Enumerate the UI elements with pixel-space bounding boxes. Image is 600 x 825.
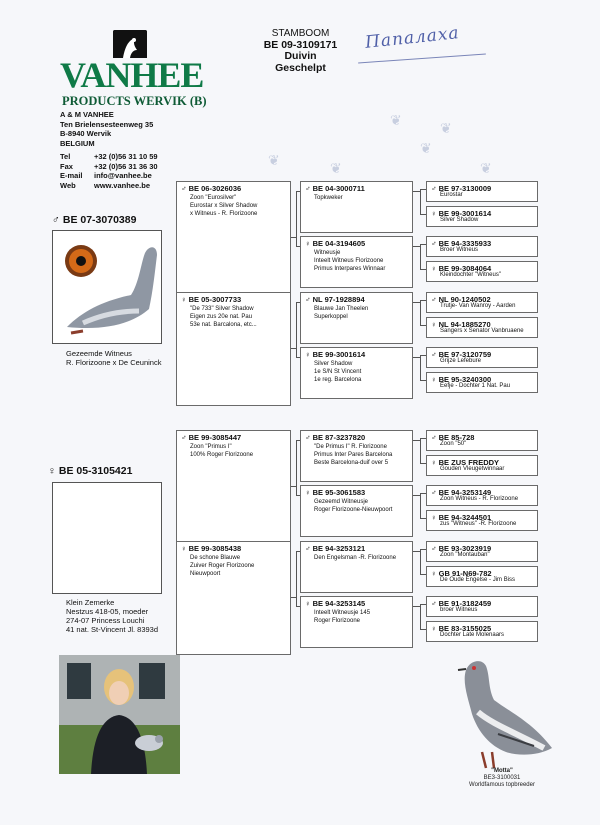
pedigree-ring-number: ♂ BE 04-3000711 [305,184,365,193]
pedigree-great-grandparent-box [426,566,538,587]
pedigree-ring-number: ♂ BE 97-3120759 [431,350,492,359]
pedigree-ring-number: ♂ BE 94-3335933 [431,239,492,248]
male-icon: ♂ [305,544,311,553]
pedigree-ring-number: ♀ BE ZUS FREDDY [431,458,500,467]
pedigree-ring-number: ♀ BE 94-3253145 [305,599,366,608]
pedigree-note: Roger Florizoone [314,618,361,624]
pedigree-great-grandparent-box [426,347,538,368]
pedigree-great-grandparent-box [426,372,538,393]
female-icon: ♀ [48,465,56,477]
dam-caption: Klein Zemerke Nestzus 418-05, moeder 274-07 Princess Louchi 41 nat. St-Vincent Jl. 8393d [66,598,159,634]
female-icon: ♀ [181,295,187,304]
pedigree-note: zus "Witneus" -R. Florizoone [440,521,517,527]
sire-caption: Gezeemde Witneus R. Florizoone x De Ceuninck [66,349,162,367]
pedigree-great-grandparent-box [426,510,538,531]
tree-connector [420,463,426,464]
pedigree-note: Gouden Vleugetwinnaar [440,466,505,472]
company-address: A & M VANHEE Ten Brielensesteenweg 35 B-8940 Wervik BELGIUM [60,110,154,148]
pedigree-note: Kleindochter "Witneus" [440,272,501,278]
pedigree-ring-number: ♀ BE 83-3155025 [431,624,492,633]
female-icon: ♀ [305,599,311,608]
pedigree-note: Eefje - Dochter 1 Nat. Pau [440,383,511,389]
female-icon: ♀ [431,624,437,633]
pedigree-ring-number: ♀ BE 99-3084064 [431,264,492,273]
pedigree-note: Grijze Lefebure [440,358,482,364]
tree-connector [420,380,426,381]
tree-connector [420,244,426,245]
pedigree-note: 100% Roger Florizoone [190,452,254,458]
tree-connector [296,440,300,441]
document-title: STAMBOOM BE 09-3109171 Duivin Geschelpt [263,28,338,74]
male-icon: ♂ [305,433,311,442]
pedigree-ring-number: ♂ BE 99-3085447 [181,433,242,442]
female-icon: ♀ [305,350,311,359]
pedigree-ring-number: ♂ NL 97-1928894 [305,295,365,304]
pedigree-great-grandparent-box [426,596,538,617]
pedigree-note: x Witneus - R. Florizoone [190,211,258,217]
pedigree-great-grandparent-box [426,541,538,562]
pedigree-ring-number: ♂ BE 91-3182459 [431,599,492,608]
pedigree-note: Zoon "Montauban" [440,552,490,558]
handwritten-underline [358,54,486,64]
female-icon: ♀ [431,458,437,467]
pedigree-note: Eurostar [440,192,463,198]
pedigree-note: Eurostar x Silver Shadow [190,203,258,209]
pedigree-great-grandparent-box [426,621,538,642]
tree-connector [420,300,426,301]
tree-connector [296,551,297,607]
tree-connector [420,300,421,326]
pedigree-parent-box [176,292,291,406]
tree-connector [420,518,426,519]
tree-connector [420,355,426,356]
male-icon: ♂ [431,488,437,497]
pedigree-grandparent-box [300,485,413,537]
pedigree-ring-number: ♂ BE 85-728 [431,433,475,442]
tree-connector [296,191,300,192]
pedigree-note: Broer Witneus [440,247,479,253]
tree-connector [420,244,421,270]
tree-connector [413,440,420,441]
pedigree-great-grandparent-box [426,430,538,451]
pedigree-great-grandparent-box [426,455,538,476]
pedigree-ring-number: ♀ BE 04-3194605 [305,239,366,248]
pedigree-note: Beste Barcelona-duif over 5 [314,460,389,466]
tree-connector [420,493,421,519]
pedigree-ring-number: ♀ BE 99-3001614 [305,350,366,359]
pedigree-note: Zuiver Roger Florizoone [190,563,255,569]
pedigree-ring-number: ♂ BE 94-3253149 [431,488,492,497]
logo-wordmark: VANHEE [60,55,204,95]
pedigree-grandparent-box [300,541,413,593]
pedigree-grandparent-box [300,292,413,344]
pedigree-note: Zoon "Eurosilver" [190,195,237,201]
pedigree-note: Primus Interpares Winnaar [314,266,386,272]
female-icon: ♀ [305,488,311,497]
female-icon: ♀ [431,513,437,522]
pedigree-note: De schone Blauwe [190,555,241,561]
pedigree-note: "De Primus I" R. Florizoone [314,444,387,450]
pedigree-ring-number: ♂ NL 90-1240502 [431,295,491,304]
female-icon: ♀ [431,264,437,273]
dam-photo-placeholder [52,482,162,594]
pedigree-great-grandparent-box [426,261,538,282]
pedigree-ring-number: ♀ BE 99-3085438 [181,544,242,553]
tree-connector [420,189,421,215]
pedigree-note: Zoon "50" [440,441,467,447]
pedigree-great-grandparent-box [426,485,538,506]
male-icon: ♂ [181,184,187,193]
pedigree-note: Inteelt Witneus Florizoone [314,258,384,264]
tree-connector [296,246,300,247]
pedigree-note: broer Witneus [440,607,478,613]
tree-connector [420,549,421,575]
male-icon: ♂ [181,433,187,442]
contact-info: Tel +32 (0)56 31 10 59 Fax +32 (0)56 31 36 30 E-mail info@vanhee.be Web www.vanhee.be [60,152,158,190]
pedigree-note: Witneusje [314,250,341,256]
tree-connector [413,606,420,607]
pedigree-note: Dochter Late Molenaars [440,632,505,638]
pedigree-ring-number: ♂ BE 97-3130009 [431,184,492,193]
female-icon: ♀ [431,209,437,218]
tree-connector [420,189,426,190]
male-icon: ♂ [305,295,311,304]
pedigree-note: Superkoppel [314,314,348,320]
female-icon: ♀ [305,239,311,248]
tree-connector [420,438,426,439]
breeder-photo [59,655,180,774]
pedigree-parent-box [176,541,291,655]
tree-connector [413,495,420,496]
pedigree-note: Eigen zus 20e nat. Pau [190,314,253,320]
pedigree-ring-number: ♀ BE 99-3001614 [431,209,492,218]
bird-watermark-icon: ❦ [420,140,432,156]
pedigree-ring-number: ♀ BE 05-3007733 [181,295,242,304]
pedigree-ring-number: ♀ BE 95-3240300 [431,375,492,384]
tree-connector [420,629,426,630]
female-icon: ♀ [431,569,437,578]
pedigree-note: Den Engelsman -R. Florizoone [314,555,397,561]
tree-connector [296,551,300,552]
tree-connector [296,191,297,247]
female-icon: ♀ [181,544,187,553]
male-icon: ♂ [431,239,437,248]
pedigree-note: Zoon "Primus I" [190,444,232,450]
pedigree-grandparent-box [300,430,413,482]
tree-connector [413,246,420,247]
tree-connector [420,438,421,464]
pedigree-parent-box [176,430,291,544]
tree-connector [420,269,426,270]
pedigree-great-grandparent-box [426,206,538,227]
tree-connector [413,302,420,303]
pedigree-ring-number: ♂ BE 93-3023919 [431,544,492,553]
female-icon: ♀ [431,375,437,384]
tree-connector [420,355,421,381]
pedigree-grandparent-box [300,596,413,648]
pedigree-great-grandparent-box [426,181,538,202]
tree-connector [296,440,297,496]
pedigree-ring-number: ♀ BE 95-3061583 [305,488,366,497]
male-icon: ♂ [431,433,437,442]
pedigree-grandparent-box [300,347,413,399]
pedigree-ring-number: ♂ BE 87-3237820 [305,433,366,442]
pedigree-ring-number: ♀ BE 94-3244501 [431,513,492,522]
tree-connector [420,325,426,326]
pedigree-note: Gezeemd Witneusje [314,499,369,505]
motta-pigeon-image [448,652,558,774]
pedigree-note: 53e nat. Barcalona, etc... [190,322,257,328]
male-icon: ♂ [52,214,60,226]
pedigree-note: 1e S/N St Vincent [314,369,362,375]
pedigree-note: Silver Shadow [314,361,353,367]
bird-watermark-icon: ❦ [440,120,452,136]
motta-caption: "Motta" BE3-3100031 Worldfamous topbreeder [469,768,535,788]
male-icon: ♂ [431,544,437,553]
pedigree-great-grandparent-box [426,236,538,257]
pedigree-note: Zoon Witneus - R. Florizoone [440,496,519,502]
tree-connector [420,574,426,575]
pedigree-ring-number: ♀ NL 94-1885270 [431,320,491,329]
pedigree-note: Trutje- Van Wanroy - Aarden [440,303,516,309]
tree-connector [420,604,426,605]
tree-connector [420,549,426,550]
tree-connector [420,214,426,215]
pedigree-note: 1e reg. Barcelona [314,377,362,383]
logo-subtitle: PRODUCTS WERVIK (B) [62,94,207,108]
male-icon: ♂ [305,184,311,193]
pedigree-note: Nieuwpoort [190,571,221,577]
female-icon: ♀ [431,320,437,329]
tree-connector [413,551,420,552]
tree-connector [420,493,426,494]
pedigree-great-grandparent-box [426,317,538,338]
male-icon: ♂ [431,184,437,193]
bird-watermark-icon: ❦ [390,112,402,128]
male-icon: ♂ [431,350,437,359]
sire-ring: ♂ BE 07-3070389 [52,214,137,226]
tree-connector [296,302,297,358]
pedigree-note: Sangers x Senator Vanbruaene [440,328,524,334]
tree-connector [296,357,300,358]
pedigree-grandparent-box [300,181,413,233]
pedigree-note: Blauwe Jan Theelen [314,306,369,312]
bird-watermark-icon: ❦ [330,160,342,176]
dam-ring: ♀ BE 05-3105421 [48,465,133,477]
tree-connector [413,191,420,192]
tree-connector [296,606,300,607]
pedigree-great-grandparent-box [426,292,538,313]
pedigree-ring-number: ♂ BE 06-3026036 [181,184,242,193]
male-icon: ♂ [431,599,437,608]
handwritten-note: Папалаха [364,23,461,53]
bird-watermark-icon: ❦ [268,152,280,168]
tree-connector [420,604,421,630]
male-icon: ♂ [431,295,437,304]
tree-connector [413,357,420,358]
pedigree-note: Inteelt Witneusje 145 [314,610,371,616]
bird-watermark-icon: ❦ [480,160,492,176]
pedigree-ring-number: ♂ BE 94-3253121 [305,544,366,553]
pedigree-note: Primus Inter Pares Barcelona [314,452,393,458]
pedigree-ring-number: ♀ GB 91-N69-782 [431,569,492,578]
pedigree-note: Roger Florizoone-Nieuwpoort [314,507,393,513]
pedigree-note: Topkweker [314,195,343,201]
pigeon-logo-icon [113,30,147,58]
pedigree-note: Silver Shadow [440,217,479,223]
tree-connector [296,495,300,496]
pedigree-grandparent-box [300,236,413,288]
pedigree-parent-box [176,181,291,295]
tree-connector [296,302,300,303]
sire-photo [52,230,162,344]
pedigree-note: De Oude Engelse - Jim Biss [440,577,516,583]
pedigree-note: "De 733" Silver Shadow [190,306,254,312]
